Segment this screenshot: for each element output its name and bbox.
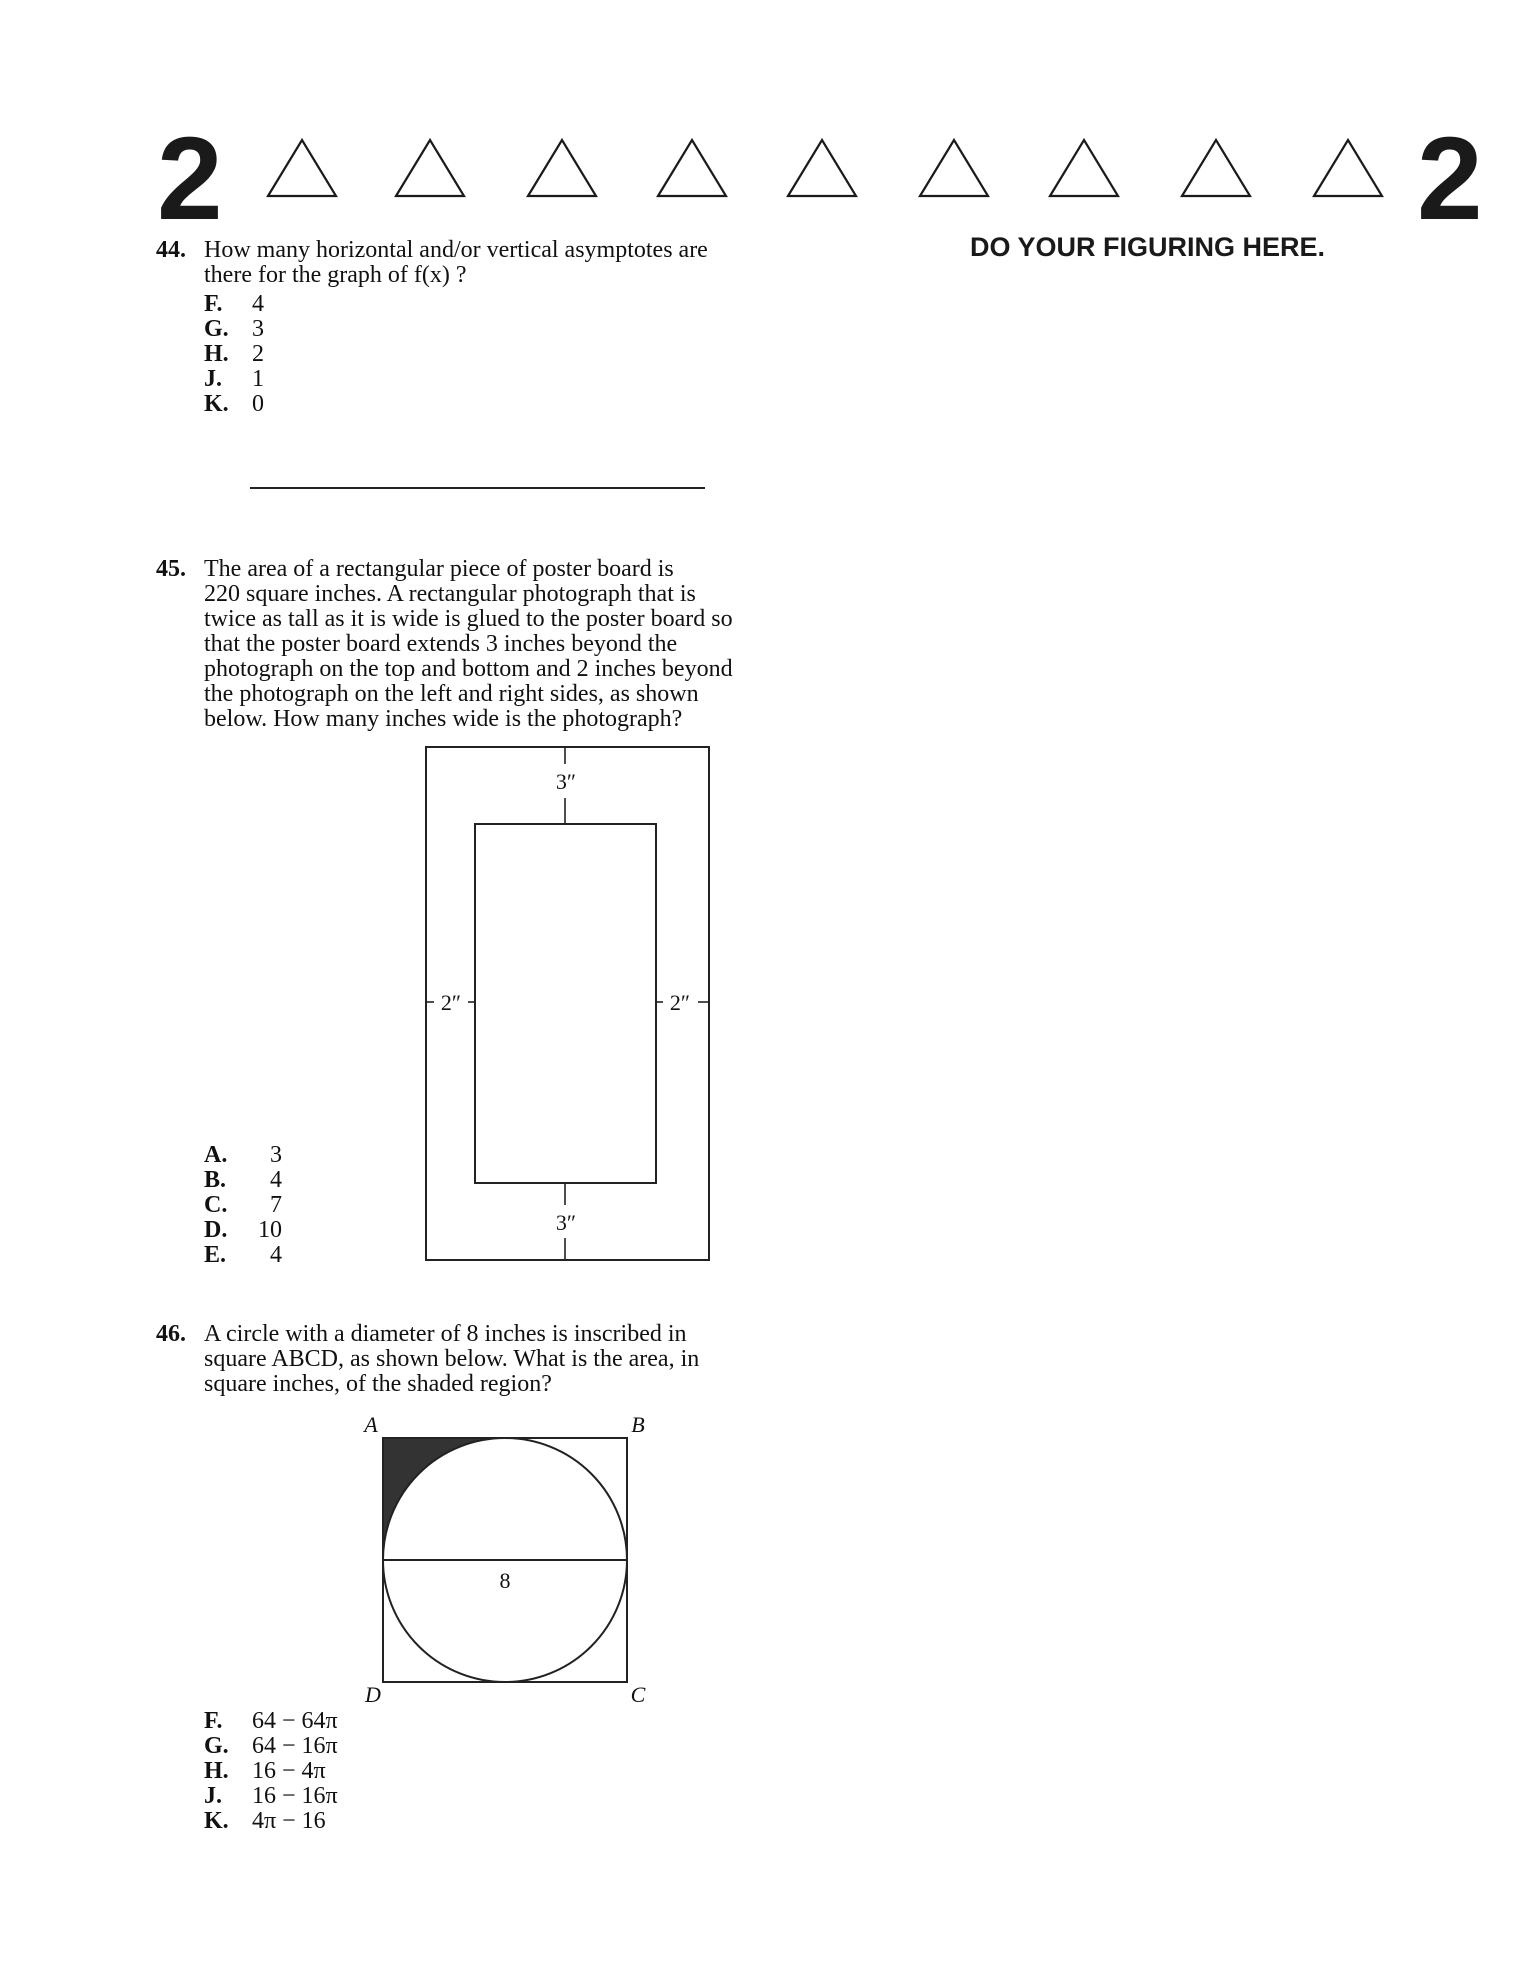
- question-text-line: there for the graph of f(x) ?: [204, 262, 467, 288]
- triangle-outline-icon: [1182, 140, 1250, 196]
- answer-choice-c[interactable]: C. 7: [204, 1192, 282, 1218]
- vertex-label-d: D: [365, 1682, 381, 1707]
- triangle-outline-icon: [658, 140, 726, 196]
- answer-choice-d[interactable]: D. 10: [204, 1217, 282, 1243]
- dimension-label-bottom: 3″: [555, 1210, 577, 1235]
- answer-choices: [204, 1709, 338, 1834]
- question-text-line: that the poster board extends 3 inches beyond the: [204, 631, 678, 657]
- vertex-label-c: C: [630, 1682, 646, 1707]
- question-45: [156, 557, 796, 732]
- dimension-label-top: 3″: [555, 769, 577, 794]
- shaded-corner-region: [383, 1438, 505, 1560]
- question-44: [156, 238, 796, 417]
- triangle-outline-icon: [1314, 140, 1382, 196]
- question-text-line: How many horizontal and/or vertical asymptotes are: [204, 237, 708, 263]
- question-46: [156, 1322, 796, 1397]
- triangle-outline-icon: [920, 140, 988, 196]
- section-divider: [250, 487, 705, 489]
- question-text-line: square ABCD, as shown below. What is the area, in: [204, 1346, 700, 1372]
- answer-choice-j[interactable]: J. 16 − 16π: [204, 1783, 338, 1809]
- inscribed-circle-figure: [355, 1410, 655, 1710]
- question-text-line: The area of a rectangular piece of poster board is: [204, 556, 674, 582]
- question-number: 45.: [156, 556, 186, 582]
- answer-choice-k[interactable]: K. 0: [204, 391, 264, 417]
- answer-choice-g[interactable]: G. 3: [204, 316, 264, 342]
- figuring-area-label: DO YOUR FIGURING HERE.: [970, 232, 1326, 262]
- answer-choice-b[interactable]: B. 4: [204, 1167, 282, 1193]
- question-number: 46.: [156, 1321, 186, 1347]
- answer-choice-j[interactable]: J. 1: [204, 366, 264, 392]
- answer-choice-g[interactable]: G. 64 − 16π: [204, 1733, 338, 1759]
- section-number-right: 2: [1417, 113, 1483, 245]
- answer-choice-a[interactable]: A. 3: [204, 1142, 282, 1168]
- dimension-label-left: 2″: [440, 990, 462, 1015]
- answer-choice-h[interactable]: H. 16 − 4π: [204, 1758, 326, 1784]
- poster-board-figure: [420, 742, 716, 1266]
- answer-choices: [204, 292, 796, 417]
- question-text-line: twice as tall as it is wide is glued to the poster board so: [204, 606, 733, 632]
- triangle-outline-icon: [528, 140, 596, 196]
- photograph-rect: [475, 824, 656, 1183]
- triangle-row: [0, 0, 1530, 220]
- answer-choice-f[interactable]: F. 64 − 64π: [204, 1708, 338, 1734]
- answer-choice-k[interactable]: K. 4π − 16: [204, 1808, 326, 1834]
- question-text-line: below. How many inches wide is the photograph?: [204, 706, 683, 732]
- question-text-line: A circle with a diameter of 8 inches is inscribed in: [204, 1321, 687, 1347]
- answer-choice-e[interactable]: E. 4: [204, 1242, 282, 1268]
- question-text-line: the photograph on the left and right sides, as shown: [204, 681, 699, 707]
- section-number-left: 2: [157, 113, 223, 245]
- question-text-line: 220 square inches. A rectangular photograph that is: [204, 581, 696, 607]
- answer-choice-f[interactable]: F. 4: [204, 291, 264, 317]
- vertex-label-b: B: [631, 1412, 645, 1437]
- question-number: 44.: [156, 237, 186, 263]
- triangle-outline-icon: [268, 140, 336, 196]
- triangle-outline-icon: [396, 140, 464, 196]
- vertex-label-a: A: [364, 1412, 378, 1437]
- triangle-outline-icon: [788, 140, 856, 196]
- question-text-line: photograph on the top and bottom and 2 inches beyond: [204, 656, 733, 682]
- question-text-line: square inches, of the shaded region?: [204, 1371, 552, 1397]
- dimension-label-right: 2″: [669, 990, 691, 1015]
- diameter-label: 8: [499, 1568, 511, 1593]
- triangle-outline-icon: [1050, 140, 1118, 196]
- answer-choice-h[interactable]: H. 2: [204, 341, 264, 367]
- answer-choices: [204, 1143, 282, 1268]
